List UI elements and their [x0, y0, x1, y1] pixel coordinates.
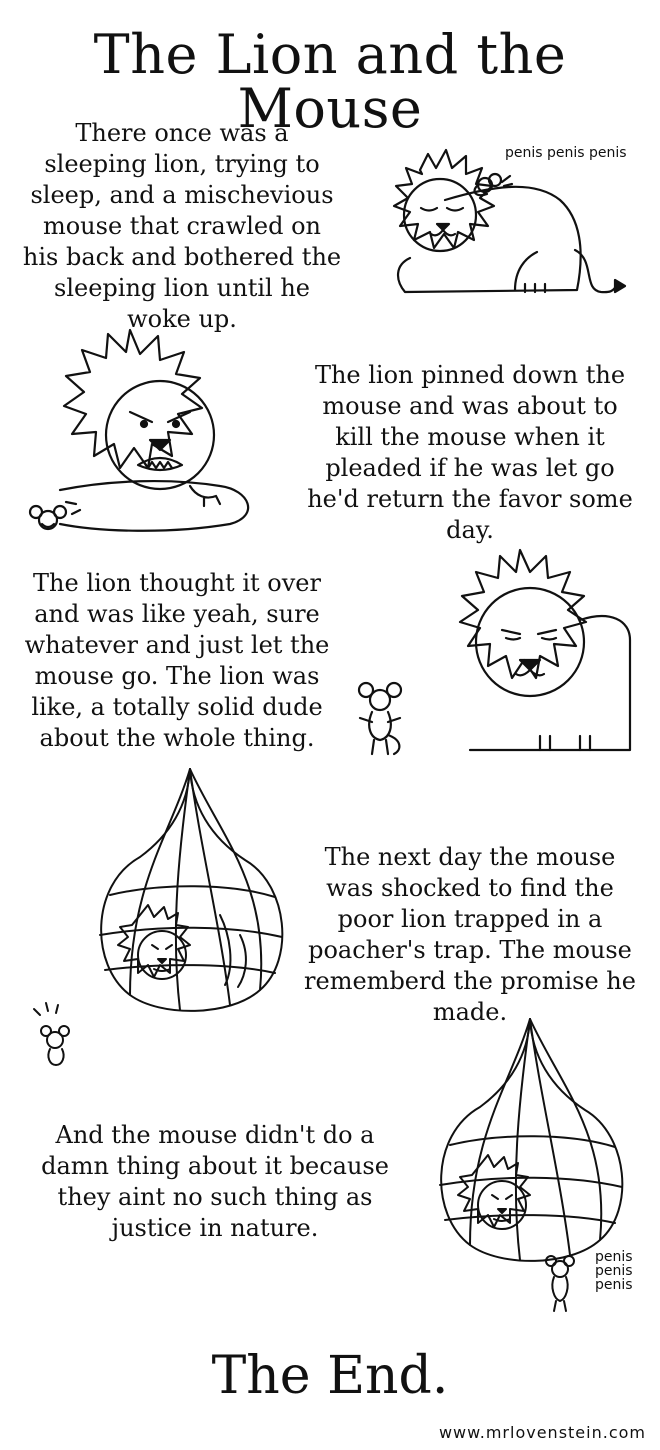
calm-lion-drawing: [330, 540, 640, 765]
mouse-speech-stack: [595, 1250, 655, 1292]
mouse-speech: penis penis penis: [505, 145, 627, 161]
panel-5-caption: And the mouse didn't do a damn thing about it because they aint no such thing as justice in nature.: [41, 1121, 389, 1242]
trapped-lion-net-drawing: [20, 765, 290, 1065]
speech-line: penis: [595, 1249, 633, 1265]
panel-4-caption: The next day the mouse was shocked to find the poor lion trapped in a poacher's trap. The mouse rememberd the promise he made.: [304, 843, 636, 1026]
ending-title: The End.: [211, 1346, 449, 1406]
speech-line: penis: [595, 1277, 633, 1293]
panel-3-caption: The lion thought it over and was like yeah, sure whatever and just let the mouse go. The lion was like, a totally solid dude about the whole thing.: [24, 569, 330, 752]
website-credit: www.mrlovenstein.com: [438, 1423, 646, 1442]
angry-lion-drawing: [20, 320, 300, 550]
sleeping-lion-drawing: [365, 140, 655, 315]
panel-2-caption: The lion pinned down the mouse and was about to kill the mouse when it pleaded if he was let go he'd return the favor some day.: [307, 361, 633, 544]
comic-title: The Lion and the Mouse: [93, 23, 567, 140]
panel-1-caption: There once was a sleeping lion, trying to sleep, and a mischevious mouse that crawled on his back and bothered the sleeping lion until he woke up.: [22, 119, 342, 333]
speech-line: penis: [595, 1263, 633, 1279]
